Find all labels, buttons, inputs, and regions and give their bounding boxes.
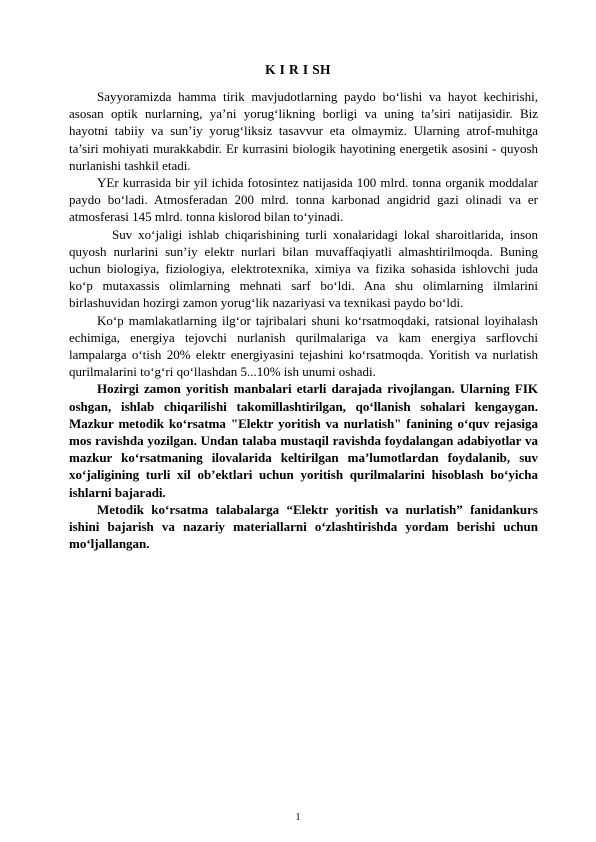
page-title: K I R I SH (265, 62, 331, 77)
page-number: 1 (295, 812, 301, 823)
paragraph-photosynthesis: YEr kurrasida bir yil ichida fotosintez natijasida 100 mlrd. tonna organik moddalar paydo bo‘ladi. Atmosferadan 200 mlrd. tonna karbonad angidrid gazi olinadi va er atmosferasi 145 mlrd. tonna kislorod bilan to‘yinadi. (69, 175, 538, 225)
paragraph-modern-sources: Hozirgi zamon yoritish manbalari etarli darajada rivojlangan. Ularning FIK oshgan, ishlab chiqarilishi takomillashtirilgan, qo‘llanish sohalari kengaygan. Mazkur metodik ko‘rsatma "Elektr yoritish va nurlatish" fanining o‘quv rejasiga mos ravishda yozilgan. Undan talaba mustaqil ravishda foydalangan adabiyotlar va mazkur ko‘rsatmaning ilovalarida keltirilgan ma’lumotlardan foydalanib, suv xo‘jaligining turli xil ob’ektlari uchun yoritish qurilmalarini hisoblash bo‘yicha ishlarni bajaradi. (69, 381, 538, 500)
paragraph-energy-saving: Ko‘p mamlakatlarning ilg‘or tajribalari shuni ko‘rsatmoqdaki, ratsional loyihalash echimiga, energiya tejovchi nurlanish qurilmalariga va kam energiya sarflovchi lampalarga o‘tish 20% elektr energiyasini tejashini ko‘rsatmoqda. Yoritish va nurlatish qurilmalarini to‘g‘ri qo‘llashdan 5...10% ish unumi oshadi. (69, 312, 538, 380)
paragraph-water-economy: Suv xo‘jaligi ishlab chiqarishining turli xonalaridagi lokal sharoitlarida, inson quyosh nurlarini sun’iy elektr nurlari bilan muvaffaqiyatli almashtirilmoqda. Buning uchun biologiya, fiziologiya, elektrotexnika, ximiya va fizika sohasida ishlovchi juda ko‘p mutaxassis olimlarning mehnati sarf bo‘ldi. Ana shu olimlarning ilmlarini birlashuvidan hozirgi zamon yorug‘lik nazariyasi va texnikasi paydo bo‘ldi. (69, 226, 538, 311)
document-body (69, 88, 538, 552)
paragraph-intro: Sayyoramizda hamma tirik mavjudotlarning paydo bo‘lishi va hayot kechirishi, asosan optik nurlarning, ya’ni yorug‘likning borligi va uning ta’siri natijasidir. Biz hayotni tabiiy va sun’iy yorug‘liksiz tasavvur eta olmaymiz. Ularning atrof-muhitga ta’siri mohiyati murakkabdir. Er kurrasini biologik hayotining energetik asosini - quyosh nurlanishi tashkil etadi. (69, 89, 538, 173)
paragraph-purpose: Metodik ko‘rsatma talabalarga “Elektr yoritish va nurlatish” fanidankurs ishini bajarish va nazariy materiallarni o‘zlashtirishda yordam berishi uchun mo‘ljallangan. (69, 501, 538, 552)
